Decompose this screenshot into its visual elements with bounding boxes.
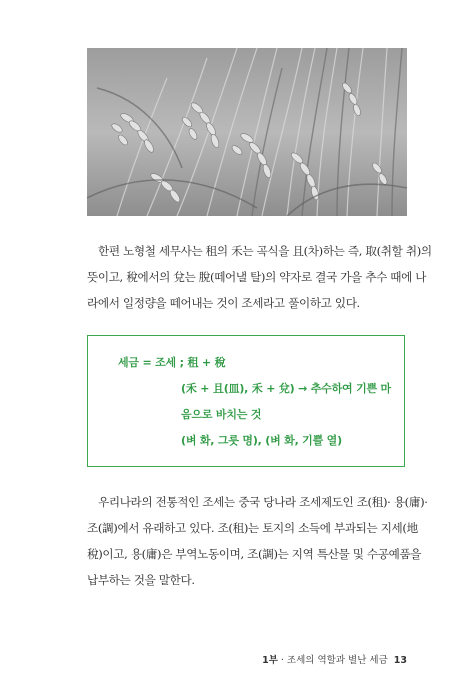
paragraph-line: 뜻이고, 稅에서의 兌는 脫(떼어낼 탈)의 약자로 결국 가을 추수 때에 나 [87, 270, 427, 284]
definition-line: (벼 화, 그릇 명), (벼 화, 기쁠 열) [181, 434, 342, 447]
paragraph-line: 조(調)에서 유래하고 있다. 조(租)는 토지의 소득에 부과되는 지세(地 [87, 521, 418, 535]
definition-line: (禾 + 且(皿), 禾 + 兌) → 추수하여 기쁜 마 [181, 382, 391, 395]
paragraph-line: 납부하는 것을 말한다. [87, 573, 195, 587]
chapter-title: · 조세의 역할과 별난 세금 [277, 655, 388, 666]
definition-line: 음으로 바치는 것 [181, 408, 262, 421]
definition-line: 세금 = 조세 ; 租 + 稅 [118, 356, 226, 369]
paragraph-line: 稅)이고, 용(庸)은 부역노동이며, 조(調)는 지역 특산물 및 수공예품을 [87, 547, 422, 561]
rice-plants-illustration [87, 48, 407, 216]
paragraph-line: 우리나라의 전통적인 조세는 중국 당나라 조세제도인 조(租)· 용(庸)· [98, 495, 428, 509]
paragraph-line: 라에서 일정량을 떼어내는 것이 조세라고 풀이하고 있다. [87, 296, 360, 310]
paragraph-tax-etymology [87, 238, 432, 316]
rice-field-photo [87, 48, 407, 216]
paragraph-tax-history [87, 489, 428, 593]
paragraph-line: 한편 노형철 세무사는 租의 禾는 곡식을 且(차)하는 즉, 取(취할 취)의 [98, 244, 432, 258]
page-footer [262, 652, 407, 666]
part-label: 1부 [262, 655, 278, 666]
page-number: 13 [393, 655, 407, 666]
definition-box [87, 335, 405, 467]
